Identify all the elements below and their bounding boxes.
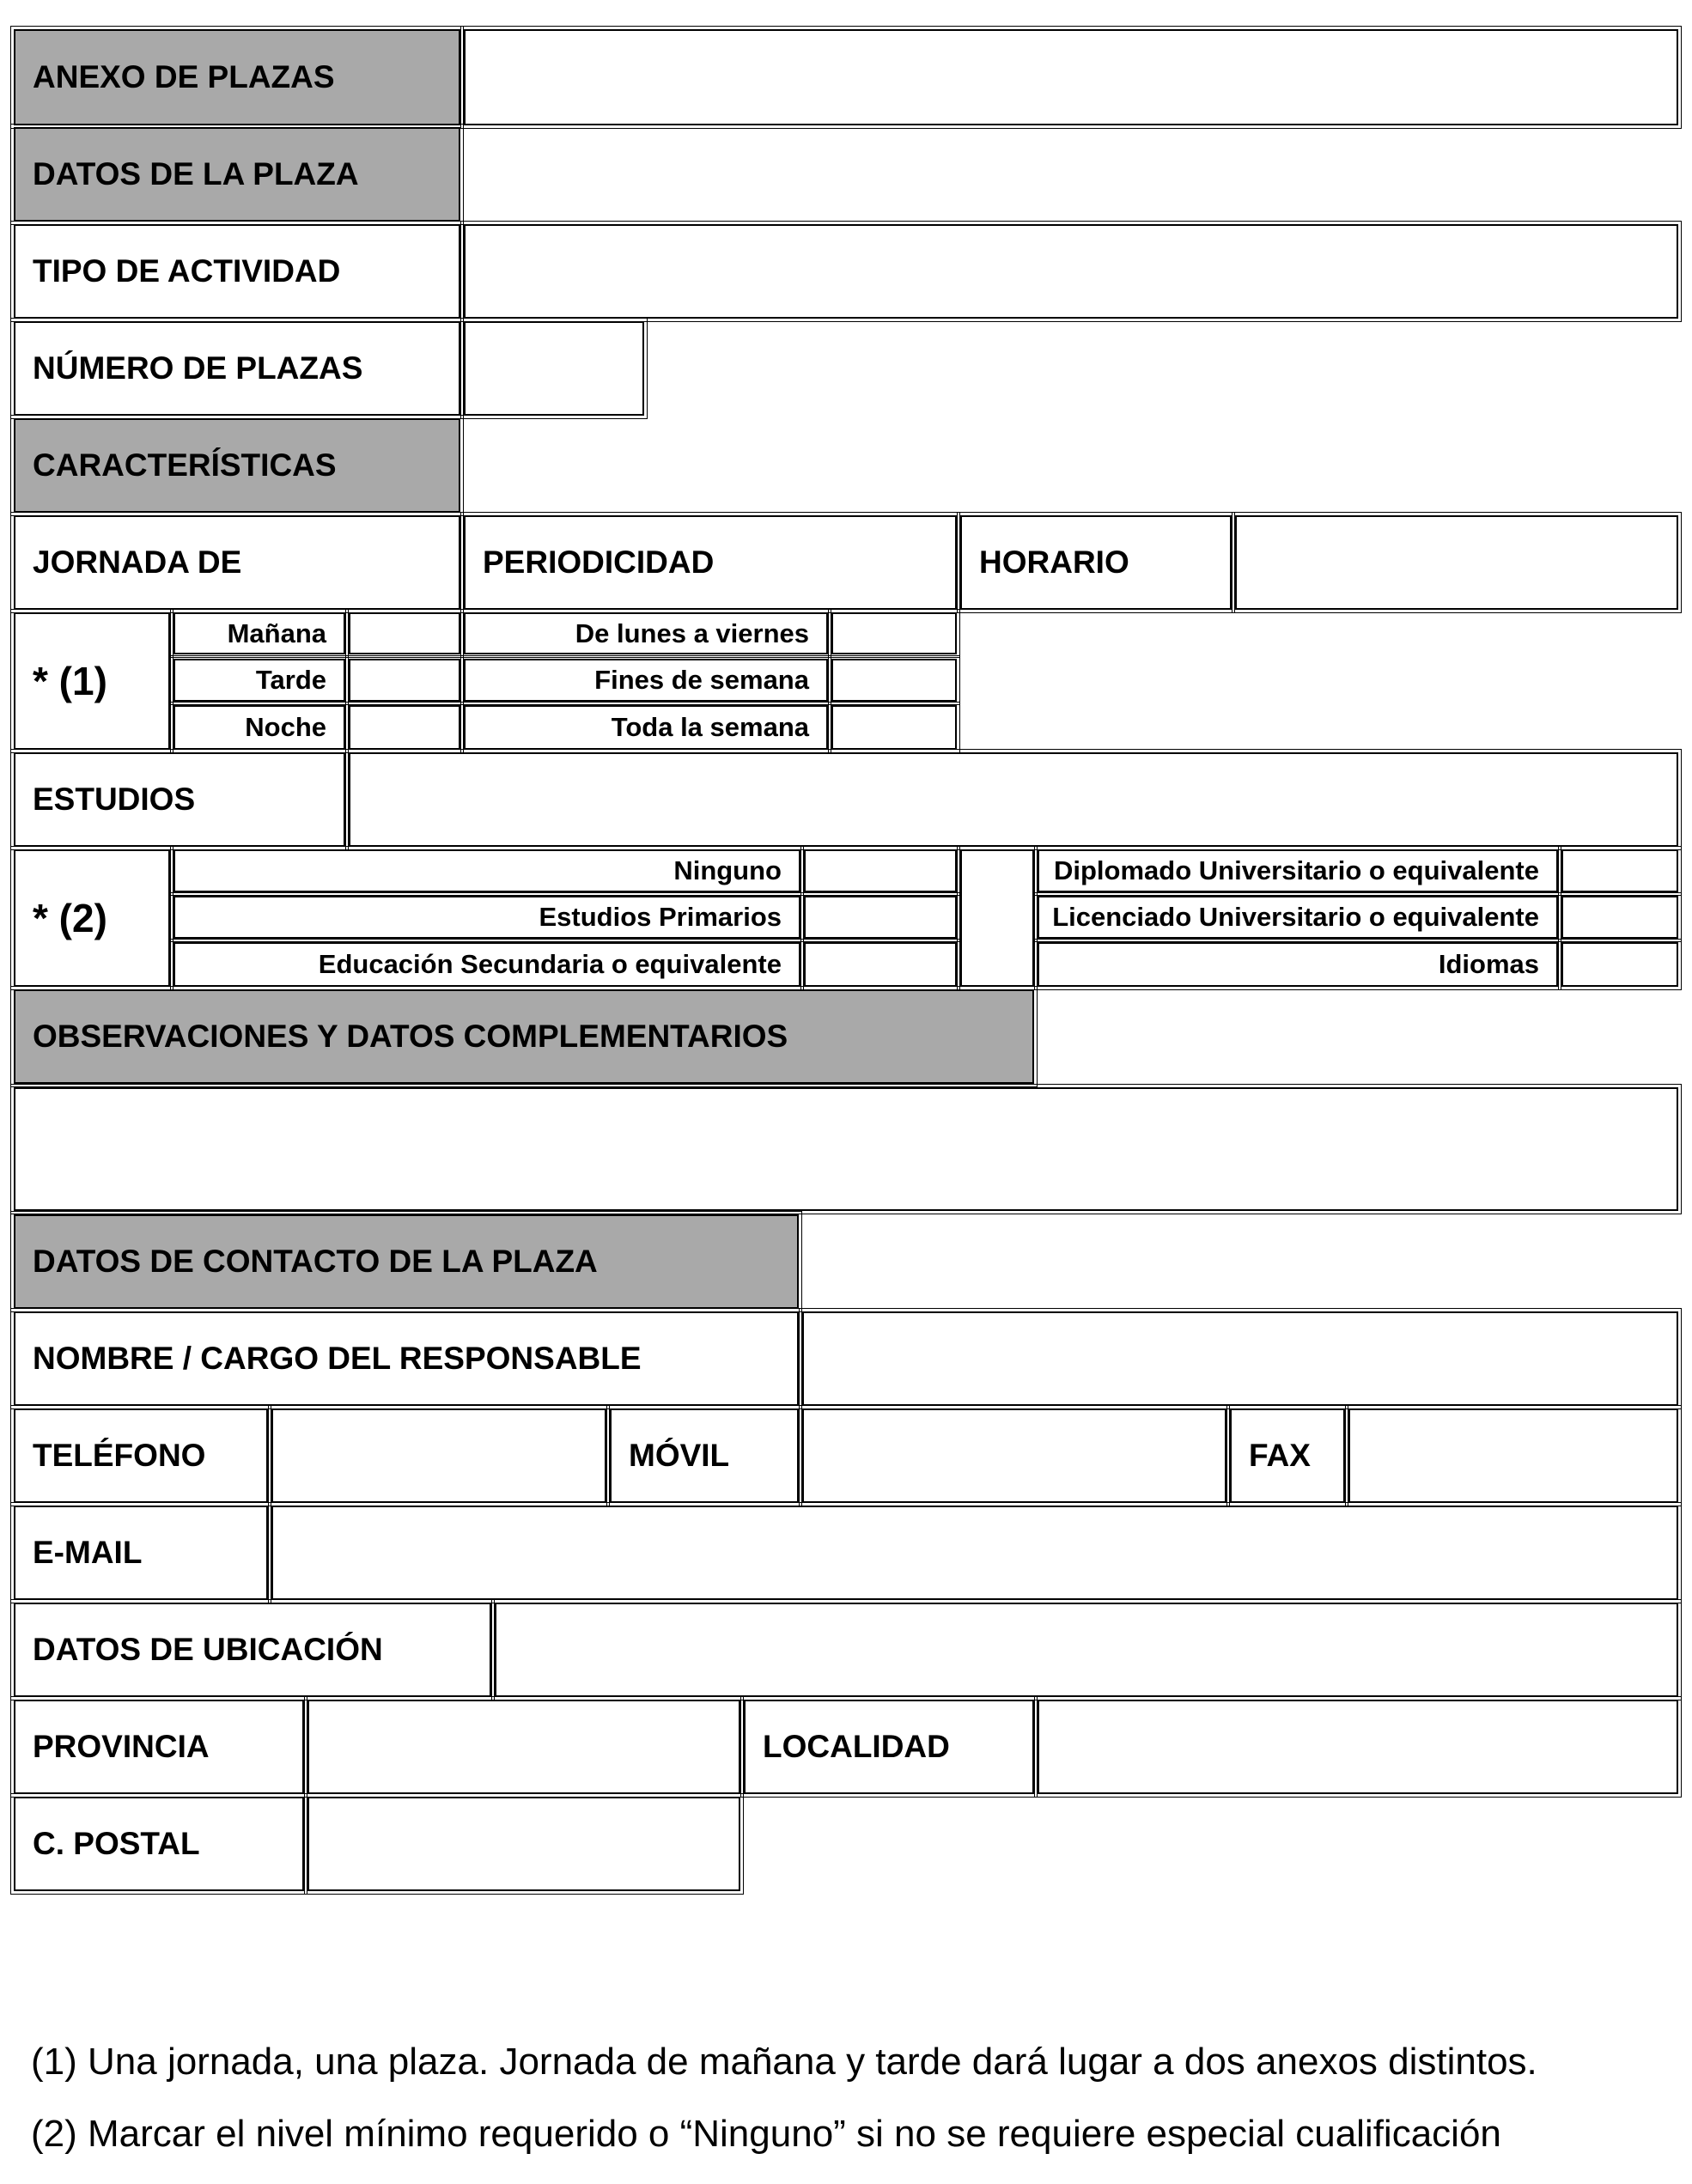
estudios-label: ESTUDIOS — [14, 752, 345, 847]
jornada-noche-checkbox[interactable] — [349, 705, 460, 750]
periodicidad-label: PERIODICIDAD — [464, 515, 957, 610]
nombre-cargo-label: NOMBRE / CARGO DEL RESPONSABLE — [14, 1311, 799, 1406]
telefono-label: TELÉFONO — [14, 1408, 268, 1503]
jornada-manana-label: Mañana — [173, 612, 345, 654]
provincia-label: PROVINCIA — [14, 1700, 304, 1794]
estudios-field[interactable] — [349, 752, 1678, 847]
datos-ubicacion-label: DATOS DE UBICACIÓN — [14, 1603, 491, 1697]
provincia-field[interactable] — [307, 1700, 740, 1794]
jornada-tarde-label: Tarde — [173, 659, 345, 702]
jornada-tarde-checkbox[interactable] — [349, 659, 460, 702]
movil-label: MÓVIL — [610, 1408, 799, 1503]
fax-label: FAX — [1230, 1408, 1345, 1503]
email-field[interactable] — [271, 1506, 1678, 1600]
datos-plaza-header: DATOS DE LA PLAZA — [14, 127, 460, 222]
telefono-field[interactable] — [271, 1408, 606, 1503]
tipo-actividad-label: TIPO DE ACTIVIDAD — [14, 224, 460, 319]
caracteristicas-header: CARACTERÍSTICAS — [14, 418, 460, 513]
jornada-de-label: JORNADA DE — [14, 515, 460, 610]
footnote-1: (1) Una jornada, una plaza. Jornada de mañana y tarde dará lugar a dos anexos distintos. — [31, 2041, 1537, 2083]
periodicidad-lunes-viernes-label: De lunes a viernes — [464, 612, 828, 654]
jornada-noche-label: Noche — [173, 705, 345, 750]
datos-contacto-header: DATOS DE CONTACTO DE LA PLAZA — [14, 1214, 799, 1309]
numero-plazas-label: NÚMERO DE PLAZAS — [14, 321, 460, 416]
anexo-title: ANEXO DE PLAZAS — [14, 29, 460, 125]
tipo-actividad-field[interactable] — [464, 224, 1678, 319]
horario-label: HORARIO — [960, 515, 1232, 610]
localidad-field[interactable] — [1038, 1700, 1678, 1794]
estudios-diplomado-checkbox[interactable] — [1561, 849, 1678, 892]
estudios-secundaria-label: Educación Secundaria o equivalente — [173, 942, 800, 987]
estudios-diplomado-label: Diplomado Universitario o equivalente — [1038, 849, 1558, 892]
ref2-label: * (2) — [14, 849, 170, 987]
nombre-cargo-field[interactable] — [802, 1311, 1678, 1406]
movil-field[interactable] — [802, 1408, 1226, 1503]
estudios-licenciado-label: Licenciado Universitario o equivalente — [1038, 896, 1558, 939]
observaciones-header: OBSERVACIONES Y DATOS COMPLEMENTARIOS — [14, 989, 1034, 1084]
numero-plazas-field[interactable] — [464, 321, 644, 416]
periodicidad-toda-semana-checkbox[interactable] — [831, 705, 957, 750]
estudios-idiomas-label: Idiomas — [1038, 942, 1558, 987]
ref1-label: * (1) — [14, 612, 170, 750]
fax-field[interactable] — [1348, 1408, 1678, 1503]
email-label: E-MAIL — [14, 1506, 268, 1600]
estudios-spacer — [960, 849, 1034, 987]
horario-field[interactable] — [1235, 515, 1678, 610]
jornada-manana-checkbox[interactable] — [349, 612, 460, 654]
localidad-label: LOCALIDAD — [744, 1700, 1034, 1794]
estudios-idiomas-checkbox[interactable] — [1561, 942, 1678, 987]
estudios-ninguno-label: Ninguno — [173, 849, 800, 892]
datos-ubicacion-field[interactable] — [495, 1603, 1678, 1697]
cpostal-field[interactable] — [307, 1797, 740, 1891]
cpostal-label: C. POSTAL — [14, 1797, 304, 1891]
estudios-ninguno-checkbox[interactable] — [804, 849, 957, 892]
periodicidad-toda-semana-label: Toda la semana — [464, 705, 828, 750]
anexo-field[interactable] — [464, 29, 1678, 125]
periodicidad-lunes-viernes-checkbox[interactable] — [831, 612, 957, 654]
estudios-primarios-label: Estudios Primarios — [173, 896, 800, 939]
estudios-secundaria-checkbox[interactable] — [804, 942, 957, 987]
periodicidad-fines-semana-checkbox[interactable] — [831, 659, 957, 702]
estudios-licenciado-checkbox[interactable] — [1561, 896, 1678, 939]
periodicidad-fines-semana-label: Fines de semana — [464, 659, 828, 702]
observaciones-field[interactable] — [14, 1087, 1678, 1211]
footnote-2: (2) Marcar el nivel mínimo requerido o “Ninguno” si no se requiere especial cualificación — [31, 2113, 1501, 2155]
estudios-primarios-checkbox[interactable] — [804, 896, 957, 939]
